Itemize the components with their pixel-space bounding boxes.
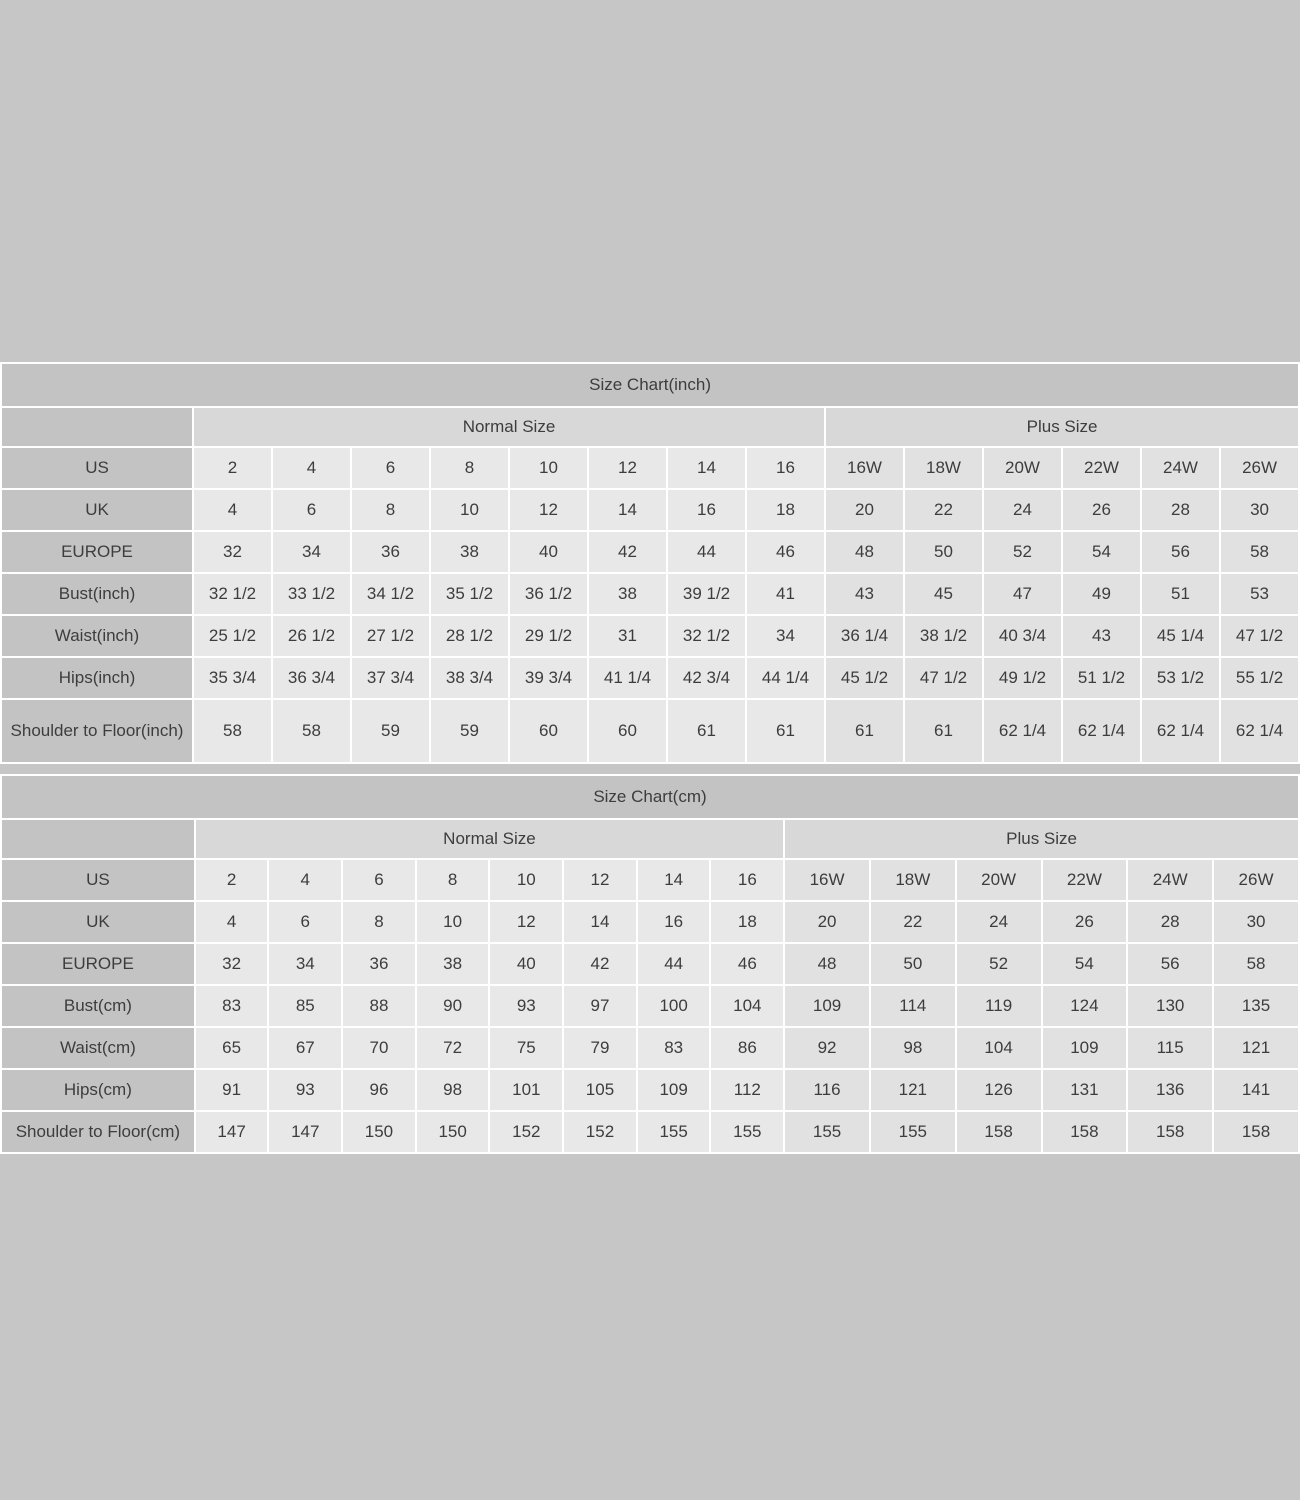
row-label-us-cm: US	[1, 859, 195, 901]
cell: 26	[1042, 901, 1128, 943]
table-row	[1, 573, 1299, 615]
cell: 16W	[825, 447, 904, 489]
cell: 24	[956, 901, 1042, 943]
cell: 29 1/2	[509, 615, 588, 657]
cell: 48	[825, 531, 904, 573]
cell: 150	[416, 1111, 490, 1153]
cell: 72	[416, 1027, 490, 1069]
cell: 46	[746, 531, 825, 573]
table-row	[1, 699, 1299, 763]
cell: 40 3/4	[983, 615, 1062, 657]
cell: 2	[195, 859, 269, 901]
cell: 38 3/4	[430, 657, 509, 699]
cell: 51 1/2	[1062, 657, 1141, 699]
cell: 26	[1062, 489, 1141, 531]
cell: 37 3/4	[351, 657, 430, 699]
size-chart-cm-table	[0, 774, 1300, 1154]
row-label-hips-inch: Hips(inch)	[1, 657, 193, 699]
cell: 8	[351, 489, 430, 531]
cell: 24W	[1141, 447, 1220, 489]
cell: 104	[710, 985, 784, 1027]
cell: 32 1/2	[667, 615, 746, 657]
cell: 27 1/2	[351, 615, 430, 657]
cell: 6	[272, 489, 351, 531]
cell: 104	[956, 1027, 1042, 1069]
cell: 114	[870, 985, 956, 1027]
cell: 48	[784, 943, 870, 985]
row-label-hips-cm: Hips(cm)	[1, 1069, 195, 1111]
row-label-waist-cm: Waist(cm)	[1, 1027, 195, 1069]
cell: 93	[268, 1069, 342, 1111]
cell: 38	[588, 573, 667, 615]
row-label-waist-inch: Waist(inch)	[1, 615, 193, 657]
cell: 10	[509, 447, 588, 489]
cell: 6	[351, 447, 430, 489]
cell: 36	[342, 943, 416, 985]
size-chart-cm	[0, 774, 1300, 1154]
cell: 60	[588, 699, 667, 763]
cell: 54	[1062, 531, 1141, 573]
cell: 49 1/2	[983, 657, 1062, 699]
cell: 39 3/4	[509, 657, 588, 699]
cell: 93	[489, 985, 563, 1027]
cell: 51	[1141, 573, 1220, 615]
cell: 65	[195, 1027, 269, 1069]
cell: 12	[509, 489, 588, 531]
cell: 18	[746, 489, 825, 531]
cell: 86	[710, 1027, 784, 1069]
cell: 158	[1042, 1111, 1128, 1153]
cell: 83	[637, 1027, 711, 1069]
cell: 62 1/4	[983, 699, 1062, 763]
row-label-uk-inch: UK	[1, 489, 193, 531]
cell: 28	[1141, 489, 1220, 531]
cell: 22	[870, 901, 956, 943]
cell: 35 3/4	[193, 657, 272, 699]
cell: 152	[563, 1111, 637, 1153]
table-title-row	[1, 775, 1299, 819]
cell: 46	[710, 943, 784, 985]
cell: 40	[509, 531, 588, 573]
cell: 158	[956, 1111, 1042, 1153]
cell: 59	[351, 699, 430, 763]
table-row	[1, 985, 1299, 1027]
cell: 16W	[784, 859, 870, 901]
cell: 18W	[904, 447, 983, 489]
cell: 42 3/4	[667, 657, 746, 699]
cell: 8	[342, 901, 416, 943]
size-chart-inch	[0, 362, 1300, 764]
group-row-corner	[1, 407, 193, 447]
group-plus-size-inch: Plus Size	[825, 407, 1299, 447]
row-label-uk-cm: UK	[1, 901, 195, 943]
table-row	[1, 615, 1299, 657]
cell: 155	[710, 1111, 784, 1153]
cell: 4	[272, 447, 351, 489]
cell: 124	[1042, 985, 1128, 1027]
cell: 26W	[1220, 447, 1299, 489]
cell: 52	[956, 943, 1042, 985]
cell: 36 1/2	[509, 573, 588, 615]
chart-title-inch: Size Chart(inch)	[1, 363, 1299, 407]
table-row	[1, 1111, 1299, 1153]
cell: 105	[563, 1069, 637, 1111]
cell: 116	[784, 1069, 870, 1111]
cell: 34	[272, 531, 351, 573]
cell: 32	[195, 943, 269, 985]
cell: 75	[489, 1027, 563, 1069]
cell: 2	[193, 447, 272, 489]
cell: 22W	[1062, 447, 1141, 489]
cell: 38	[430, 531, 509, 573]
cell: 26W	[1213, 859, 1299, 901]
cell: 155	[637, 1111, 711, 1153]
group-row-corner	[1, 819, 195, 859]
cell: 158	[1127, 1111, 1213, 1153]
cell: 20	[825, 489, 904, 531]
cell: 62 1/4	[1141, 699, 1220, 763]
cell: 92	[784, 1027, 870, 1069]
cell: 20W	[956, 859, 1042, 901]
cell: 36	[351, 531, 430, 573]
cell: 14	[588, 489, 667, 531]
cell: 10	[489, 859, 563, 901]
cell: 45 1/4	[1141, 615, 1220, 657]
cell: 50	[870, 943, 956, 985]
cell: 16	[637, 901, 711, 943]
table-title-row	[1, 363, 1299, 407]
cell: 39 1/2	[667, 573, 746, 615]
cell: 79	[563, 1027, 637, 1069]
table-row	[1, 531, 1299, 573]
cell: 47 1/2	[904, 657, 983, 699]
cell: 10	[430, 489, 509, 531]
cell: 8	[430, 447, 509, 489]
cell: 112	[710, 1069, 784, 1111]
cell: 43	[1062, 615, 1141, 657]
cell: 141	[1213, 1069, 1299, 1111]
cell: 30	[1213, 901, 1299, 943]
cell: 98	[416, 1069, 490, 1111]
cell: 59	[430, 699, 509, 763]
cell: 53 1/2	[1141, 657, 1220, 699]
cell: 12	[563, 859, 637, 901]
cell: 14	[667, 447, 746, 489]
cell: 42	[588, 531, 667, 573]
cell: 62 1/4	[1062, 699, 1141, 763]
cell: 26 1/2	[272, 615, 351, 657]
cell: 115	[1127, 1027, 1213, 1069]
table-row	[1, 657, 1299, 699]
cell: 8	[416, 859, 490, 901]
cell: 44	[637, 943, 711, 985]
cell: 33 1/2	[272, 573, 351, 615]
group-normal-size-cm: Normal Size	[195, 819, 784, 859]
cell: 147	[195, 1111, 269, 1153]
cell: 34	[746, 615, 825, 657]
cell: 44	[667, 531, 746, 573]
cell: 67	[268, 1027, 342, 1069]
cell: 61	[746, 699, 825, 763]
cell: 98	[870, 1027, 956, 1069]
cell: 10	[416, 901, 490, 943]
table-group-row	[1, 407, 1299, 447]
row-label-europe-cm: EUROPE	[1, 943, 195, 985]
cell: 147	[268, 1111, 342, 1153]
cell: 109	[1042, 1027, 1128, 1069]
cell: 155	[870, 1111, 956, 1153]
row-label-shoulder-to-floor-cm: Shoulder to Floor(cm)	[1, 1111, 195, 1153]
cell: 22	[904, 489, 983, 531]
cell: 55 1/2	[1220, 657, 1299, 699]
cell: 135	[1213, 985, 1299, 1027]
cell: 121	[870, 1069, 956, 1111]
cell: 44 1/4	[746, 657, 825, 699]
row-label-bust-cm: Bust(cm)	[1, 985, 195, 1027]
cell: 30	[1220, 489, 1299, 531]
group-plus-size-cm: Plus Size	[784, 819, 1299, 859]
table-row	[1, 901, 1299, 943]
cell: 52	[983, 531, 1062, 573]
row-label-us-inch: US	[1, 447, 193, 489]
cell: 70	[342, 1027, 416, 1069]
cell: 16	[667, 489, 746, 531]
table-row	[1, 1069, 1299, 1111]
cell: 109	[784, 985, 870, 1027]
cell: 4	[193, 489, 272, 531]
cell: 20W	[983, 447, 1062, 489]
cell: 24W	[1127, 859, 1213, 901]
cell: 18	[710, 901, 784, 943]
cell: 32	[193, 531, 272, 573]
cell: 12	[588, 447, 667, 489]
table-group-row	[1, 819, 1299, 859]
cell: 34	[268, 943, 342, 985]
cell: 60	[509, 699, 588, 763]
cell: 28 1/2	[430, 615, 509, 657]
cell: 126	[956, 1069, 1042, 1111]
cell: 100	[637, 985, 711, 1027]
cell: 56	[1127, 943, 1213, 985]
cell: 32 1/2	[193, 573, 272, 615]
row-label-shoulder-to-floor-inch: Shoulder to Floor(inch)	[1, 699, 193, 763]
cell: 83	[195, 985, 269, 1027]
cell: 42	[563, 943, 637, 985]
chart-title-cm: Size Chart(cm)	[1, 775, 1299, 819]
cell: 41	[746, 573, 825, 615]
cell: 62 1/4	[1220, 699, 1299, 763]
cell: 4	[195, 901, 269, 943]
cell: 12	[489, 901, 563, 943]
cell: 49	[1062, 573, 1141, 615]
cell: 90	[416, 985, 490, 1027]
cell: 61	[825, 699, 904, 763]
cell: 97	[563, 985, 637, 1027]
cell: 88	[342, 985, 416, 1027]
cell: 36 1/4	[825, 615, 904, 657]
cell: 58	[272, 699, 351, 763]
cell: 25 1/2	[193, 615, 272, 657]
cell: 131	[1042, 1069, 1128, 1111]
table-row	[1, 943, 1299, 985]
cell: 45	[904, 573, 983, 615]
cell: 61	[904, 699, 983, 763]
cell: 22W	[1042, 859, 1128, 901]
row-label-bust-inch: Bust(inch)	[1, 573, 193, 615]
cell: 16	[710, 859, 784, 901]
row-label-europe-inch: EUROPE	[1, 531, 193, 573]
cell: 109	[637, 1069, 711, 1111]
cell: 158	[1213, 1111, 1299, 1153]
cell: 6	[268, 901, 342, 943]
cell: 4	[268, 859, 342, 901]
cell: 31	[588, 615, 667, 657]
size-chart-inch-table	[0, 362, 1300, 764]
cell: 14	[563, 901, 637, 943]
cell: 54	[1042, 943, 1128, 985]
cell: 101	[489, 1069, 563, 1111]
cell: 16	[746, 447, 825, 489]
cell: 61	[667, 699, 746, 763]
cell: 58	[1220, 531, 1299, 573]
cell: 58	[1213, 943, 1299, 985]
cell: 119	[956, 985, 1042, 1027]
cell: 121	[1213, 1027, 1299, 1069]
cell: 53	[1220, 573, 1299, 615]
cell: 35 1/2	[430, 573, 509, 615]
cell: 136	[1127, 1069, 1213, 1111]
cell: 36 3/4	[272, 657, 351, 699]
cell: 47 1/2	[1220, 615, 1299, 657]
cell: 43	[825, 573, 904, 615]
cell: 155	[784, 1111, 870, 1153]
cell: 56	[1141, 531, 1220, 573]
cell: 50	[904, 531, 983, 573]
cell: 41 1/4	[588, 657, 667, 699]
cell: 38	[416, 943, 490, 985]
cell: 40	[489, 943, 563, 985]
table-row	[1, 489, 1299, 531]
cell: 18W	[870, 859, 956, 901]
cell: 130	[1127, 985, 1213, 1027]
cell: 38 1/2	[904, 615, 983, 657]
cell: 85	[268, 985, 342, 1027]
group-normal-size-inch: Normal Size	[193, 407, 825, 447]
cell: 34 1/2	[351, 573, 430, 615]
cell: 28	[1127, 901, 1213, 943]
table-row	[1, 859, 1299, 901]
cell: 58	[193, 699, 272, 763]
cell: 96	[342, 1069, 416, 1111]
cell: 150	[342, 1111, 416, 1153]
cell: 20	[784, 901, 870, 943]
table-row	[1, 447, 1299, 489]
cell: 14	[637, 859, 711, 901]
cell: 152	[489, 1111, 563, 1153]
cell: 45 1/2	[825, 657, 904, 699]
table-row	[1, 1027, 1299, 1069]
cell: 91	[195, 1069, 269, 1111]
cell: 47	[983, 573, 1062, 615]
cell: 24	[983, 489, 1062, 531]
cell: 6	[342, 859, 416, 901]
